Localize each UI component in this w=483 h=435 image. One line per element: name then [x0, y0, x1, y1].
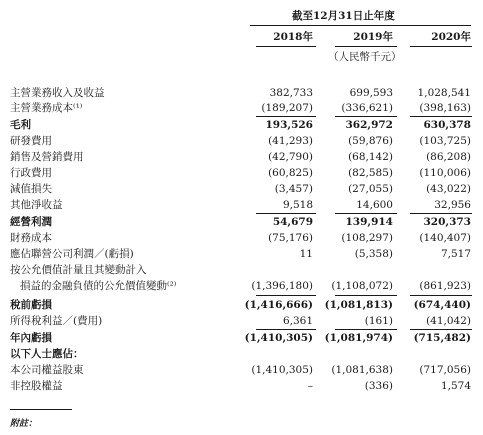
row-value-2020: (86,208) [426, 151, 471, 163]
row-label: 稅前虧損 [10, 299, 52, 311]
row-label: 其他淨收益 [10, 199, 63, 211]
row-label: 行政費用 [10, 167, 52, 179]
row-label: 以下人士應佔： [10, 348, 84, 360]
row-label: 銷售及營銷費用 [10, 151, 84, 163]
subtotal-line-2018 [256, 213, 316, 214]
row-value-2018: 54,679 [272, 216, 313, 228]
row-value-2018: (41,293) [268, 135, 313, 147]
subtotal-line-2020 [410, 329, 472, 330]
row-value-2018: (1,396,180) [251, 280, 313, 292]
row-label: 應佔聯營公司利潤／(虧損) [10, 248, 134, 260]
row-value-2018: 193,526 [265, 119, 313, 131]
row-value-2019: (1,081,638) [331, 364, 393, 376]
row-value-2019: 14,600 [356, 199, 393, 211]
year-header-2019: 2019年 [353, 31, 393, 43]
row-value-2020: (110,006) [419, 167, 471, 179]
subtotal-line-2020 [410, 295, 472, 296]
row-value-2020: 1,028,541 [417, 87, 471, 99]
row-value-2019: (161) [364, 315, 393, 327]
subtotal-line-2019 [335, 116, 397, 117]
row-value-2020: 32,956 [434, 199, 471, 211]
row-label: 本公司權益股東 [10, 364, 84, 376]
row-value-2020: (398,163) [419, 102, 471, 114]
row-value-2020: 7,517 [440, 248, 471, 260]
row-value-2019: (108,297) [341, 232, 393, 244]
subtotal-line-2020 [410, 213, 472, 214]
row-value-2020: (717,056) [419, 364, 471, 376]
row-value-2020: 320,373 [423, 216, 471, 228]
subtotal-line-2018 [256, 295, 316, 296]
row-value-2020: (715,482) [413, 332, 471, 344]
row-label: 主營業務收入及收益 [10, 87, 105, 99]
year-underline-2018 [256, 46, 316, 47]
row-label: 經營利潤 [10, 216, 52, 228]
subtotal-line-2019 [335, 295, 397, 296]
row-value-2019: (336) [364, 380, 393, 392]
period-header: 截至12月31日止年度 [292, 10, 395, 22]
row-value-2018: (75,176) [268, 232, 313, 244]
row-value-2019: (1,108,072) [331, 280, 393, 292]
subtotal-line-2018 [256, 116, 316, 117]
year-header-2020: 2020年 [431, 31, 471, 43]
subtotal-line-2019 [335, 213, 397, 214]
row-value-2019: 362,972 [345, 119, 393, 131]
row-value-2020: (861,923) [419, 280, 471, 292]
row-value-2018: 6,361 [282, 315, 313, 327]
unit-label: （人民幣千元） [328, 51, 402, 63]
row-value-2020: (140,407) [419, 232, 471, 244]
row-value-2019: (68,142) [348, 151, 393, 163]
row-value-2019: (336,621) [341, 102, 393, 114]
year-underline-2019 [335, 46, 397, 47]
row-label: 非控股權益 [10, 380, 63, 392]
row-label: 所得稅利益／(費用) [10, 315, 103, 327]
row-value-2020: 1,574 [440, 380, 471, 392]
subtotal-line-2020 [410, 116, 472, 117]
row-value-2018: 382,733 [269, 87, 313, 99]
row-value-2019: (82,585) [348, 167, 393, 179]
footnote-title: 附註： [10, 419, 38, 429]
row-value-2020: (43,022) [426, 183, 471, 195]
row-value-2018: (1,416,666) [244, 299, 313, 311]
row-value-2019: 139,914 [345, 216, 393, 228]
footnote-separator [10, 409, 72, 410]
row-value-2019: (27,055) [348, 183, 393, 195]
row-value-2018: 11 [299, 248, 313, 260]
row-label: 研發費用 [10, 135, 52, 147]
row-value-2020: (41,042) [426, 315, 471, 327]
row-value-2019: (1,081,813) [324, 299, 393, 311]
period-underline [250, 25, 471, 26]
row-value-2019: 699,593 [349, 87, 393, 99]
row-value-2020: 630,378 [423, 119, 471, 131]
row-label: 財務成本 [10, 232, 52, 244]
row-value-2020: (103,725) [419, 135, 471, 147]
year-underline-2020 [410, 46, 472, 47]
row-label: 損益的金融負債的公允價值變動⁽²⁾ [20, 280, 177, 292]
row-label: 減值損失 [10, 183, 52, 195]
row-label: 毛利 [10, 119, 31, 131]
row-value-2018: (1,410,305) [251, 364, 313, 376]
row-value-2018: (3,457) [274, 183, 313, 195]
year-header-2018: 2018年 [273, 31, 313, 43]
subtotal-line-2018 [256, 329, 316, 330]
row-value-2020: (674,440) [413, 299, 471, 311]
row-value-2018: – [307, 380, 313, 392]
row-value-2019: (5,358) [354, 248, 393, 260]
row-value-2018: (60,825) [268, 167, 313, 179]
row-label: 主營業務成本⁽¹⁾ [10, 102, 83, 114]
row-value-2019: (59,876) [348, 135, 393, 147]
row-value-2019: (1,081,974) [324, 332, 393, 344]
row-label: 年內虧損 [10, 332, 52, 344]
row-value-2018: (1,410,305) [244, 332, 313, 344]
row-value-2018: 9,518 [282, 199, 313, 211]
subtotal-line-2019 [335, 329, 397, 330]
row-value-2018: (42,790) [268, 151, 313, 163]
row-label: 按公允價值計量且其變動計入 [10, 264, 147, 276]
row-value-2018: (189,207) [261, 102, 313, 114]
